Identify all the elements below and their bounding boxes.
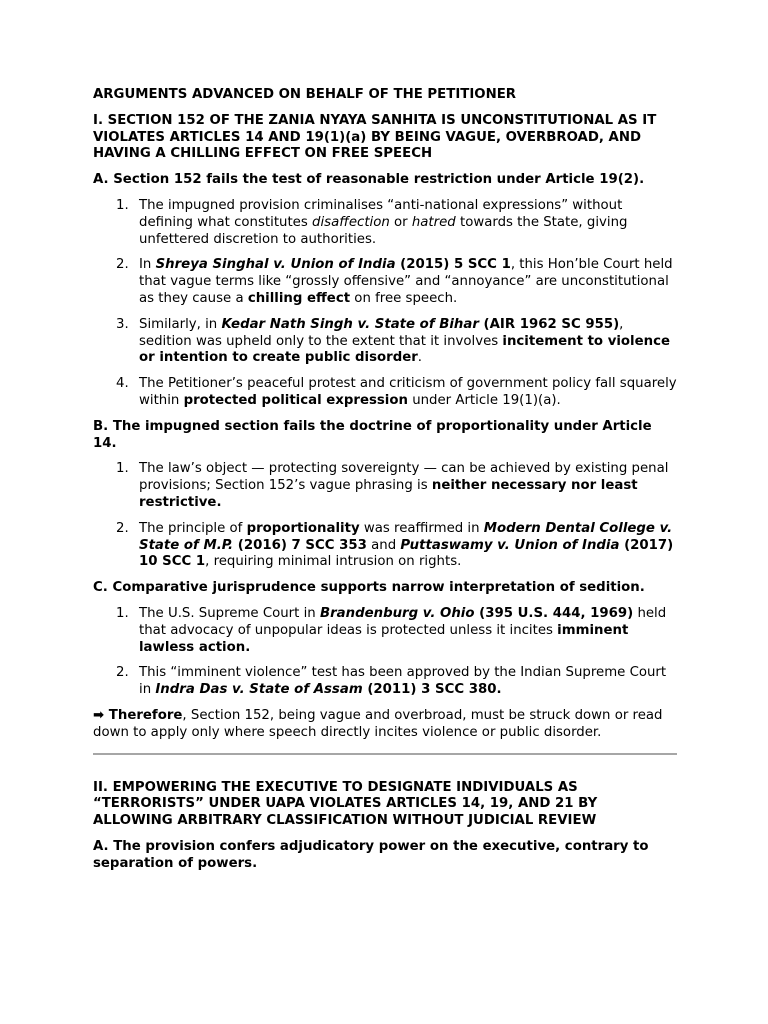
section-2-subheading-a: A. The provision confers adjudicatory power on the executive, contrary to separation of powers.: [93, 838, 649, 871]
list-item: [93, 257, 677, 307]
list-item: [93, 198, 677, 248]
text: , requiring minimal intrusion on rights.: [205, 554, 462, 570]
key-phrase: chilling effect: [247, 290, 351, 306]
key-phrase: incitement to violence or intention to create public disorder: [139, 333, 670, 366]
text: The impugned provision criminalises “anti-national expressions” without defining what constitutes: [139, 197, 623, 230]
conclusion-paragraph: [93, 708, 677, 742]
list-number: 1.: [116, 197, 129, 213]
document-title: ARGUMENTS ADVANCED ON BEHALF OF THE PETITIONER: [93, 87, 517, 102]
list-number: 1.: [116, 605, 129, 621]
text: The law’s object — protecting sovereignty — can be achieved by existing penal provisions; Section 152’s vague phrasing is: [139, 461, 669, 494]
case-name: Modern Dental College v. State of M.P.: [139, 520, 673, 553]
text: The principle of: [139, 520, 247, 536]
text: .: [417, 350, 423, 366]
text: was reaffirmed in: [359, 520, 484, 536]
case-citation: (2011) 3 SCC 380.: [362, 682, 502, 698]
text: and: [366, 537, 401, 553]
list-item: [93, 606, 677, 656]
text: , sedition was upheld only to the extent that it involves: [139, 316, 624, 349]
section-1-a-list: [93, 198, 677, 410]
list-item: [93, 665, 677, 699]
list-item: [93, 317, 677, 367]
list-number: 1.: [116, 461, 129, 477]
case-citation: (395 U.S. 444, 1969): [474, 605, 634, 621]
text: held that advocacy of unpopular ideas is protected unless it incites: [139, 605, 667, 638]
case-name: Brandenburg v. Ohio: [319, 605, 475, 621]
list-number: 3.: [116, 316, 129, 332]
key-phrase: protected political expression: [183, 392, 408, 408]
text: In: [139, 257, 156, 273]
text: , this Hon’ble Court held that vague terms like “grossly offensive” and “annoyance” are unconstitutional as they cause a: [139, 257, 673, 306]
text: The U.S. Supreme Court in: [139, 605, 320, 621]
arrow-icon: ➡: [93, 707, 105, 723]
conclusion-text: , Section 152, being vague and overbroad, must be struck down or read down to apply only where speech directly incites violence or public disorder.: [93, 707, 663, 740]
case-citation: (2016) 7 SCC 353: [233, 537, 367, 553]
section-divider: [93, 753, 677, 755]
text: or: [389, 214, 412, 230]
case-name: Puttaswamy v. Union of India: [400, 537, 620, 553]
key-phrase: neither necessary nor least restrictive.: [139, 478, 638, 510]
section-2-heading: II. EMPOWERING THE EXECUTIVE TO DESIGNATE INDIVIDUALS AS “TERRORISTS” UNDER UAPA VIOLATES ARTICLES 14, 19, AND 21 BY ALLOWING ARBITRARY CLASSIFICATION WITHOUT JUDICIAL REVIEW: [93, 779, 598, 829]
key-phrase: imminent lawless action.: [139, 622, 629, 655]
section-1-b-list: [93, 461, 677, 571]
list-item: [93, 461, 677, 511]
text: on free speech.: [350, 290, 458, 306]
key-phrase: proportionality: [246, 520, 360, 536]
list-number: 4.: [116, 376, 129, 392]
case-citation: (2017) 10 SCC 1: [139, 537, 674, 570]
conclusion-lead: Therefore: [104, 707, 183, 723]
list-number: 2.: [116, 520, 129, 536]
case-citation: (AIR 1962 SC 955): [478, 316, 620, 332]
section-1-subheading-b: B. The impugned section fails the doctrine of proportionality under Article 14.: [93, 418, 652, 451]
section-1-heading: I. SECTION 152 OF THE ZANIA NYAYA SANHITA IS UNCONSTITUTIONAL AS IT VIOLATES ARTICLES 14 AND 19(1)(a) BY BEING VAGUE, OVERBROAD, AND HAVING A CHILLING EFFECT ON FREE SPEECH: [93, 112, 657, 162]
section-1-subheading-a: A. Section 152 fails the test of reasonable restriction under Article 19(2).: [93, 172, 645, 188]
emphasis: disaffection: [312, 214, 390, 230]
case-name: Shreya Singhal v. Union of India: [155, 257, 396, 273]
case-name: Indra Das v. State of Assam: [155, 682, 363, 698]
text: under Article 19(1)(a).: [407, 392, 561, 408]
list-number: 2.: [116, 665, 129, 681]
text: This “imminent violence” test has been approved by the Indian Supreme Court in: [139, 665, 667, 698]
list-item: [93, 521, 677, 571]
text: The Petitioner’s peaceful protest and criticism of government policy fall squarely within: [139, 376, 677, 408]
list-number: 2.: [116, 257, 129, 273]
case-name: Kedar Nath Singh v. State of Bihar: [221, 316, 479, 332]
list-item: [93, 376, 677, 410]
section-1-c-list: [93, 606, 677, 699]
case-citation: (2015) 5 SCC 1: [395, 257, 511, 273]
document-page: [93, 87, 677, 881]
text: Similarly, in: [139, 316, 222, 332]
text: towards the State, giving unfettered discretion to authorities.: [139, 214, 628, 247]
emphasis: hatred: [411, 214, 456, 230]
section-1-subheading-c: C. Comparative jurisprudence supports narrow interpretation of sedition.: [93, 580, 645, 596]
